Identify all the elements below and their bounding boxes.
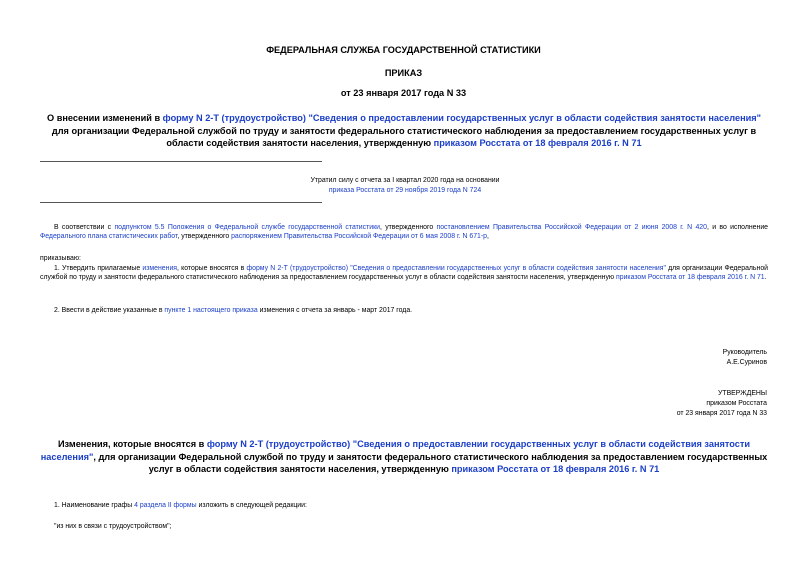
preamble-text: В соответствии с — [54, 224, 115, 231]
change-text: изложить в следующей редакции: — [196, 502, 307, 509]
regulation-link[interactable]: Положения о Федеральной службе государственной статистики — [167, 224, 380, 231]
change-text: 1. Наименование графы — [54, 502, 135, 509]
doc-type: ПРИКАЗ — [384, 68, 423, 78]
divider — [40, 202, 322, 203]
order-item-1 — [40, 264, 768, 283]
preamble-text: , и во исполнение — [706, 224, 769, 231]
doc-date: от 23 января 2017 года N 33 — [340, 88, 467, 98]
order-word: приказываю: — [40, 255, 81, 262]
item-text: для организации Федеральной службой по труду и занятости федерального статистического наблюдения за предоставлением государственных услуг в области содействия занятости населения, утвержденную — [40, 265, 768, 282]
item-text: 1. Утвердить прилагаемые — [54, 265, 143, 272]
rosstat-order-link[interactable]: приказом Росстата от 18 февраля 2016 г. N 71 — [616, 274, 765, 282]
order-item-2 — [40, 306, 768, 315]
government-decree-link[interactable]: постановлением Правительства Российской Федерации от 2 июня 2008 г. N 420 — [436, 224, 707, 231]
subclause-link[interactable]: подпунктом 5.5 — [114, 224, 165, 231]
expiry-note: Утратил силу с отчета за I квартал 2020 года на основании — [310, 177, 500, 184]
expiry-link[interactable]: приказа Росстата от 29 ноября 2019 года N 724 — [328, 187, 482, 194]
title-text-2: для организации Федеральной службой по труду и занятости федерального статистического наблюдения за предоставлением государственных услуг в области содействия занятости населения, утвержденную — [51, 125, 757, 148]
form-link[interactable]: форму N 2-Т (трудоустройство) "Сведения о предоставлении государственных услуг в области содействия занятости населения" — [246, 265, 666, 272]
approved-date: от 23 января 2017 года N 33 — [676, 410, 767, 417]
approved-label: УТВЕРЖДЕНЫ — [718, 390, 767, 397]
title-text-1: О внесении изменений в — [47, 113, 163, 123]
changes-title-text: , для организации Федеральной службой по труду и занятости федерального статистического наблюдения за предоставлением государственных услуг в области содействия занятости населения, утвержденную — [93, 451, 768, 474]
changes-link[interactable]: изменения — [142, 265, 178, 272]
order-title — [40, 112, 768, 150]
section-link[interactable]: раздела II формы — [139, 502, 197, 509]
changes-title-text: Изменения, которые вносятся в — [57, 439, 207, 449]
item-text: изменения с отчета за январь - март 2017 года. — [257, 307, 413, 314]
signature-name: А.Е.Суринов — [726, 359, 767, 366]
preamble-text: , утвержденного — [379, 224, 437, 231]
approved-by: приказом Росстата — [706, 400, 767, 407]
changes-title — [40, 438, 768, 476]
signature-role: Руководитель — [722, 349, 767, 356]
divider — [40, 161, 322, 162]
item-text: , которые вносятся в — [177, 265, 247, 272]
rosstat-order-link[interactable]: приказом Росстата от 18 февраля 2016 г. N 71 — [433, 138, 642, 148]
item-text: 2. Ввести в действие указанные в — [54, 307, 165, 314]
government-order-link[interactable]: распоряжением Правительства Российской Федерации от 6 мая 2008 г. N 671-р — [231, 233, 487, 241]
quoted-column-name: "из них в связи с трудоустройством"; — [54, 523, 172, 530]
form-link[interactable]: форму N 2-Т (трудоустройство) "Сведения о предоставлении государственных услуг в области содействия занятости населения" — [162, 113, 761, 123]
clause-link[interactable]: пункте 1 настоящего приказа — [164, 307, 258, 314]
rosstat-order-link[interactable]: приказом Росстата от 18 февраля 2016 г. N 71 — [451, 464, 660, 474]
federal-plan-link[interactable]: Федерального плана статистических работ — [40, 233, 178, 241]
column-link[interactable]: 4 — [134, 502, 138, 509]
change-item-1 — [54, 501, 307, 510]
preamble — [40, 223, 768, 242]
preamble-text: , утвержденного — [177, 233, 232, 241]
agency-name: ФЕДЕРАЛЬНАЯ СЛУЖБА ГОСУДАРСТВЕННОЙ СТАТИСТИКИ — [266, 45, 541, 55]
item-text: . — [764, 274, 767, 282]
form-link[interactable]: форму N 2-Т (трудоустройство) "Сведения о предоставлении государственных услуг в области содействия занятости населения" — [40, 439, 751, 462]
preamble-text: , — [486, 233, 489, 241]
